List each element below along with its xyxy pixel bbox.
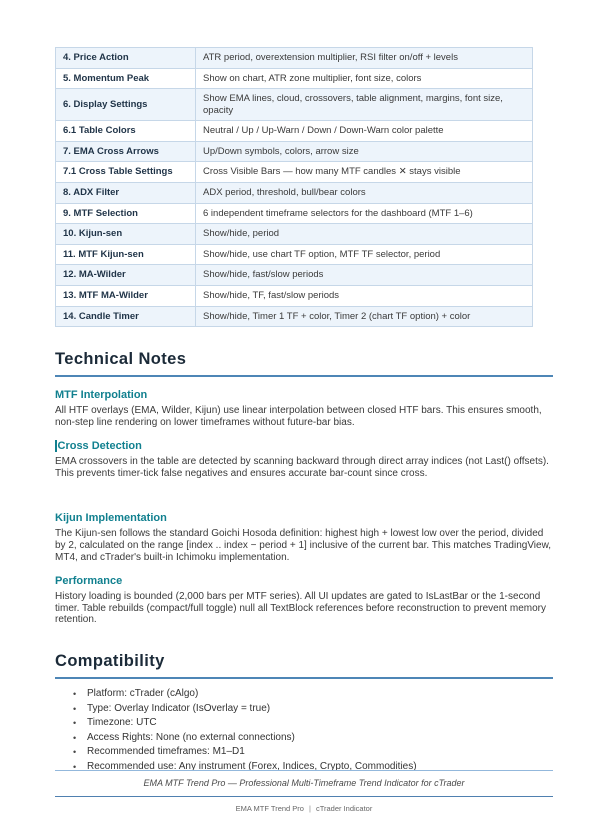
list-item-text: Recommended timeframes: M1–D1 <box>87 746 245 758</box>
list-item-text: Type: Overlay Indicator (IsOverlay = true) <box>87 702 271 714</box>
setting-group-desc: Show/hide, use chart TF option, MTF TF selector, period <box>196 244 533 265</box>
list-item <box>55 702 553 717</box>
bullet-icon: • <box>73 762 77 772</box>
setting-group-desc: Cross Visible Bars — how many MTF candles ✕ stays visible <box>196 162 533 183</box>
table-row <box>56 89 533 121</box>
table-row <box>56 183 533 204</box>
bullet-icon: • <box>73 689 77 700</box>
setting-group-name: 5. Momentum Peak <box>56 68 196 89</box>
section-heading: MTF Interpolation <box>55 389 148 402</box>
footer-tagline: EMA MTF Trend Pro — Professional Multi-Timeframe Trend Indicator for cTrader <box>143 778 465 788</box>
setting-group-desc: ADX period, threshold, bull/bear colors <box>196 183 533 204</box>
bullet-icon: • <box>73 732 77 743</box>
table-row <box>56 306 533 327</box>
footer-subtitle: cTrader Indicator <box>315 804 373 813</box>
setting-group-desc: Show on chart, ATR zone multiplier, font size, colors <box>196 68 533 89</box>
setting-group-desc: Show/hide, Timer 1 TF + color, Timer 2 (chart TF option) + color <box>196 306 533 327</box>
footer-divider-top <box>55 770 553 771</box>
footer-product-name: EMA MTF Trend Pro <box>235 804 304 813</box>
bullet-icon: • <box>73 703 77 714</box>
compatibility-title: Compatibility <box>55 652 553 679</box>
setting-group-name: 7. EMA Cross Arrows <box>56 141 196 162</box>
setting-group-desc: Show EMA lines, cloud, crossovers, table alignment, margins, font size, opacity <box>196 89 533 121</box>
list-item-text: Timezone: UTC <box>87 717 157 729</box>
setting-group-name: 10. Kijun-sen <box>56 224 196 245</box>
section-heading: Cross Detection <box>55 440 553 452</box>
section-performance <box>55 575 553 626</box>
section-heading: Kijun Implementation <box>55 512 167 525</box>
table-row <box>56 48 533 69</box>
table-row <box>56 121 533 142</box>
list-item <box>55 716 553 731</box>
table-row <box>56 162 533 183</box>
setting-group-name: 8. ADX Filter <box>56 183 196 204</box>
text-cursor <box>55 440 57 452</box>
table-row <box>56 265 533 286</box>
setting-group-name: 6.1 Table Colors <box>56 121 196 142</box>
setting-group-name: 11. MTF Kijun-sen <box>56 244 196 265</box>
list-item-text: Recommended use: Any instrument (Forex, Indices, Crypto, Commodities) <box>87 761 417 772</box>
section-cross-detection <box>55 440 553 479</box>
list-item <box>55 731 553 746</box>
setting-group-name: 9. MTF Selection <box>56 203 196 224</box>
list-item-text: Platform: cTrader (cAlgo) <box>87 688 199 700</box>
settings-table <box>55 47 533 327</box>
section-body: EMA crossovers in the table are detected by scanning backward through direct array indices (not Last() offsets). This prevents timer-tick false negatives and ensures accurate bar-count since cross. <box>55 456 549 479</box>
page-footer-text <box>55 804 553 813</box>
table-row <box>56 203 533 224</box>
setting-group-desc: 6 independent timeframe selectors for the dashboard (MTF 1–6) <box>196 203 533 224</box>
section-mtf-interpolation <box>55 389 553 428</box>
section-body: All HTF overlays (EMA, Wilder, Kijun) use linear interpolation between closed HTF bars. This ensures smooth, non-step line rendering on lower timeframes without future-bar bias. <box>55 405 542 428</box>
table-row <box>56 141 533 162</box>
table-row <box>56 224 533 245</box>
list-item-text: Access Rights: None (no external connections) <box>87 731 295 743</box>
compatibility-list <box>55 687 553 775</box>
setting-group-name: 4. Price Action <box>56 48 196 69</box>
bullet-icon: • <box>73 747 77 758</box>
setting-group-desc: Show/hide, TF, fast/slow periods <box>196 285 533 306</box>
section-kijun-implementation <box>55 512 553 563</box>
bullet-icon: • <box>73 718 77 729</box>
setting-group-desc: Neutral / Up / Up-Warn / Down / Down-Warn color palette <box>196 121 533 142</box>
setting-group-name: 7.1 Cross Table Settings <box>56 162 196 183</box>
technical-notes-title: Technical Notes <box>55 350 553 377</box>
footer-separator: | <box>308 804 311 813</box>
setting-group-name: 14. Candle Timer <box>56 306 196 327</box>
section-heading: Performance <box>55 575 123 588</box>
setting-group-desc: Up/Down symbols, colors, arrow size <box>196 141 533 162</box>
setting-group-desc: Show/hide, fast/slow periods <box>196 265 533 286</box>
table-row <box>56 244 533 265</box>
setting-group-name: 12. MA-Wilder <box>56 265 196 286</box>
section-body: History loading is bounded (2,000 bars per MTF series). All UI updates are gated to IsLastBar or the 1-second timer. Table rebuilds (compact/full toggle) null all TextBlock references before reconstruction to prevent memory retention. <box>55 591 546 626</box>
setting-group-name: 6. Display Settings <box>56 89 196 121</box>
table-row <box>56 285 533 306</box>
setting-group-desc: Show/hide, period <box>196 224 533 245</box>
document-footer <box>55 770 553 813</box>
document-content <box>55 47 553 775</box>
list-item <box>55 687 553 702</box>
footer-divider-bottom <box>55 796 553 797</box>
setting-group-name: 13. MTF MA-Wilder <box>56 285 196 306</box>
section-body: The Kijun-sen follows the standard Goichi Hosoda definition: highest high + lowest low over the period, divided by 2, calculated on the range [index .. index − period + 1] inclusive of the current bar. This matches TradingView, MT4, and cTrader's built-in Ichimoku implementation. <box>55 528 552 563</box>
table-row <box>56 68 533 89</box>
list-item <box>55 745 553 760</box>
setting-group-desc: ATR period, overextension multiplier, RSI filter on/off + levels <box>196 48 533 69</box>
